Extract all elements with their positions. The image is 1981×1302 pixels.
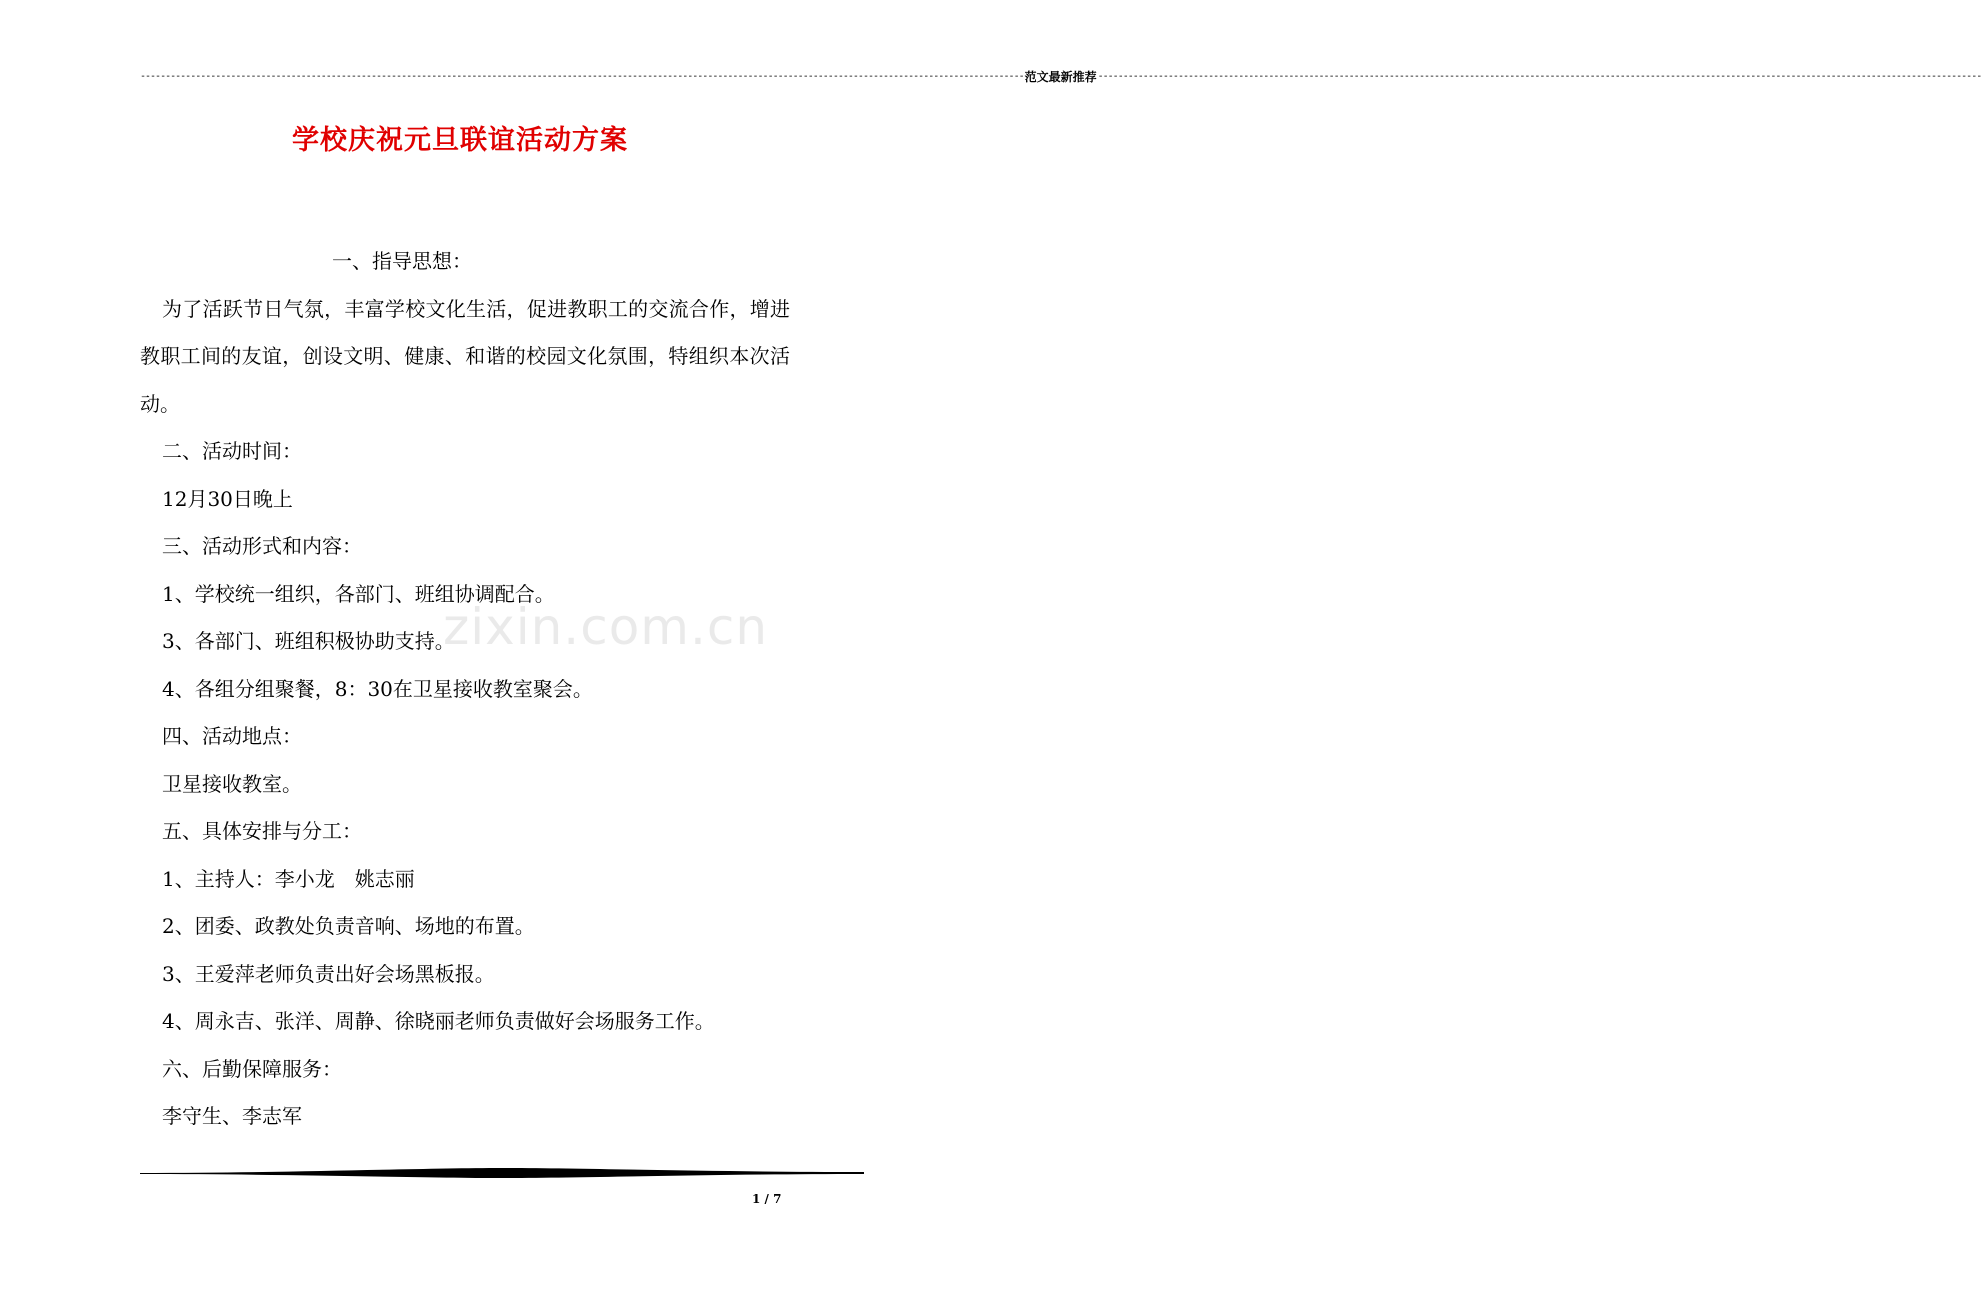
- list-item: 4、各组分组聚餐，8：30在卫星接收教室聚会。: [162, 676, 593, 701]
- section-heading-location: 四、活动地点：: [162, 724, 302, 748]
- list-item: 2、团委、政教处负责音响、场地的布置。: [162, 914, 535, 938]
- paragraph-purpose: 为了活跃节日气氛，丰富学校文化生活，促进教职工的交流合作，增进教职工间的友谊，创设文明、健康、和谐的校园文化氛围，特组织本次活动。: [140, 296, 790, 416]
- section-heading-logistics: 六、后勤保障服务：: [162, 1056, 342, 1081]
- list-item: 1、主持人：李小龙 姚志丽: [162, 866, 415, 891]
- list-item: 1、学校统一组织，各部门、班组协调配合。: [162, 581, 555, 606]
- section-heading-arrangement: 五、具体安排与分工：: [162, 819, 362, 843]
- section-heading-time: 二、活动时间：: [162, 439, 302, 463]
- document-body: [140, 238, 790, 1141]
- paragraph-time: 12月30日晚上: [162, 486, 293, 511]
- section-heading-form-content: 三、活动形式和内容：: [162, 534, 362, 558]
- page-header: [140, 68, 1981, 85]
- paragraph-location: 卫星接收教室。: [162, 771, 302, 796]
- list-item: 4、周永吉、张洋、周静、徐晓丽老师负责做好会场服务工作。: [162, 1009, 715, 1033]
- section-heading-guiding-ideology: 一、指导思想：: [332, 249, 472, 273]
- document-title: 学校庆祝元旦联谊活动方案: [292, 125, 628, 156]
- footer-divider: [140, 1166, 864, 1180]
- header-label: 范文最新推荐: [1024, 70, 1097, 84]
- list-item: 3、王爱萍老师负责出好会场黑板报。: [162, 961, 495, 986]
- page-number: 1 / 7: [752, 1192, 782, 1206]
- list-item: 3、各部门、班组积极协助支持。: [162, 629, 455, 653]
- header-dashes-left: --------------------------------------------------------------------------------------------------------------------------------------------------------------------------------: [140, 71, 1024, 82]
- paragraph-logistics: 李守生、李志军: [162, 1104, 302, 1128]
- watermark: zixin.com.cn: [443, 598, 769, 656]
- header-dashes-right: --------------------------------------------------------------------------------------------------------------------------------------------------------------------------------: [1097, 71, 1981, 82]
